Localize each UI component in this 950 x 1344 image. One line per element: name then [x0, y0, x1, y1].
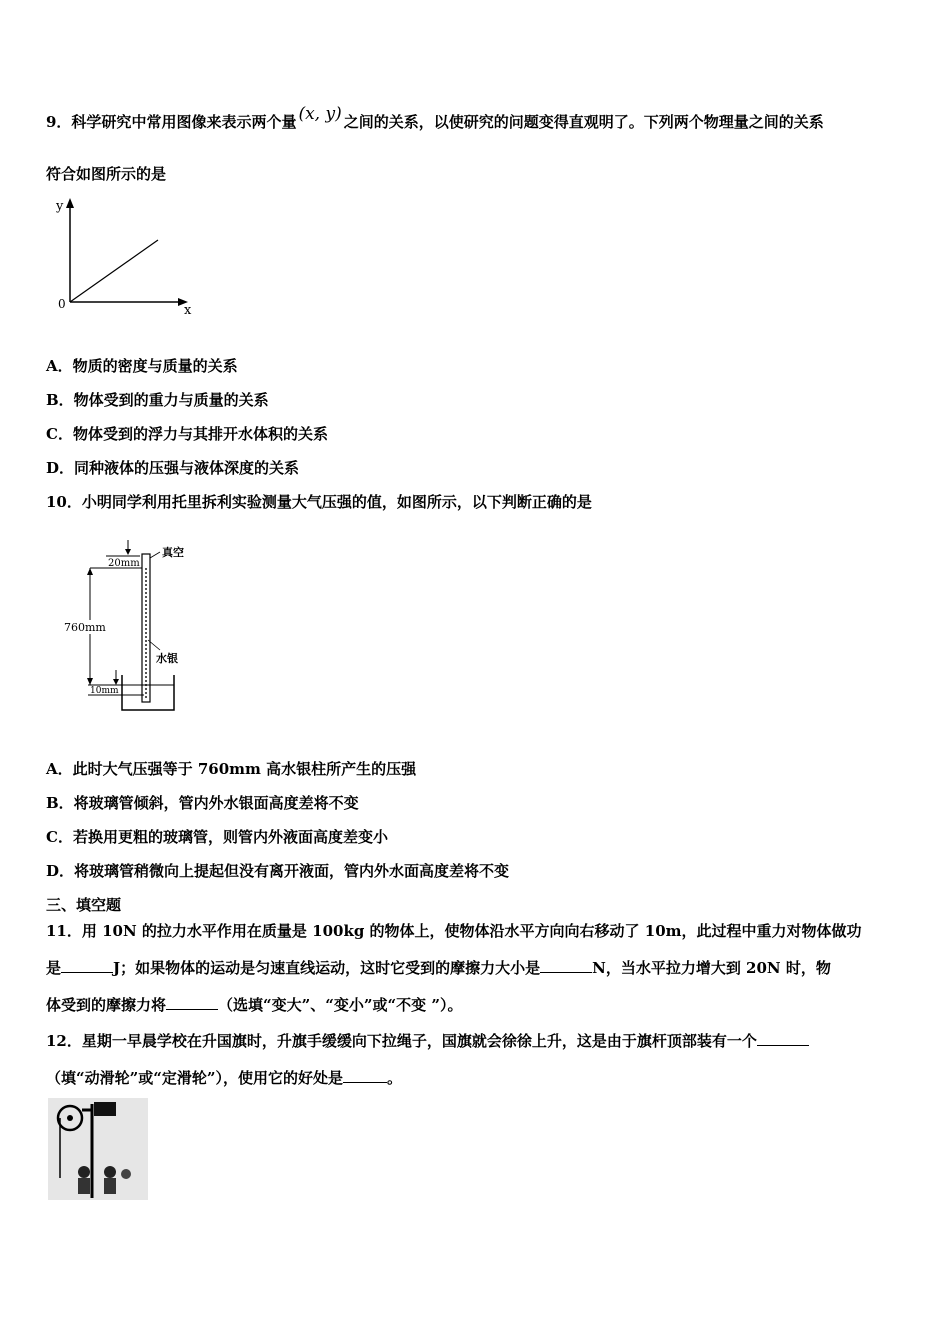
q9-option-a: A．物质的密度与质量的关系 [46, 357, 238, 375]
q9-stem-line1 [46, 104, 824, 132]
label-760mm: 760mm [64, 621, 106, 634]
graph-origin-label: 0 [58, 297, 66, 311]
q9-linear-graph [46, 196, 206, 316]
q9-xy-expression: (x, y) [298, 104, 342, 124]
graph-proportional-line [70, 240, 158, 302]
label-vacuum: 真空 [162, 546, 184, 559]
q9-stem-part-b: 之间的关系，以使研究的问题变得直观明了。下列两个物理量之间的关系 [343, 113, 824, 131]
q11-line2: 是 J；如果物体的运动是匀速直线运动，这时它受到的摩擦力大小是 N，当水平拉力增大到 20N 时，物 [46, 959, 831, 977]
q9-option-d: D．同种液体的压强与液体深度的关系 [46, 459, 300, 477]
person-head-1 [78, 1166, 90, 1178]
q10-torricelli-figure [60, 540, 200, 715]
label-20mm: 20mm [108, 558, 140, 569]
q9-stem-line2: 符合如图所示的是 [46, 165, 167, 183]
q9-option-c: C．物体受到的浮力与其排开水体积的关系 [46, 425, 328, 443]
q9-option-b: B．物体受到的重力与质量的关系 [46, 391, 269, 409]
q10-option-b: B．将玻璃管倾斜，管内外水银面高度差将不变 [46, 794, 359, 812]
section-title-fill-blank: 三、填空题 [46, 896, 122, 914]
q10-option-d: D．将玻璃管稍微向上提起但没有离开液面，管内外水面高度差将不变 [46, 862, 510, 880]
q10-stem: 10．小明同学利用托里拆利实验测量大气压强的值，如图所示，以下判断正确的是 [46, 493, 592, 511]
q11-blank-work[interactable] [61, 958, 113, 973]
label-mercury: 水银 [156, 652, 178, 665]
mercury-trough [122, 675, 174, 710]
graph-x-label: x [184, 303, 192, 318]
q11-line1: 11．用 10N 的拉力水平作用在质量是 100kg 的物体上，使物体沿水平方向向右移动了 10m，此过程中重力对物体做功 [46, 922, 862, 940]
q9-stem-part-a: 9．科学研究中常用图像来表示两个量 [46, 113, 297, 131]
person-head-2 [104, 1166, 116, 1178]
q12-flagpole-illustration [48, 1098, 148, 1200]
q10-option-a: A．此时大气压强等于 760mm 高水银柱所产生的压强 [46, 760, 417, 778]
graph-y-label: y [56, 199, 64, 214]
q11-line3: 体受到的摩擦力将 （选填“变大”、“变小”或“不变 ”）。 [46, 996, 463, 1014]
q11-blank-friction[interactable] [540, 958, 592, 973]
q12-line2: （填“动滑轮”或“定滑轮”），使用它的好处是 。 [46, 1069, 403, 1087]
label-10mm: 10mm [90, 686, 119, 696]
q11-blank-change[interactable] [166, 995, 218, 1010]
flag [94, 1102, 116, 1116]
q10-option-c: C．若换用更粗的玻璃管，则管内外液面高度差变小 [46, 828, 388, 846]
q12-blank-advantage[interactable] [343, 1068, 387, 1083]
q12-blank-pulley[interactable] [757, 1031, 809, 1046]
q12-line1: 12．星期一早晨学校在升国旗时，升旗手缓缓向下拉绳子，国旗就会徐徐上升，这是由于旗杆顶部装有一个 [46, 1031, 809, 1051]
graph-y-arrow [66, 198, 74, 208]
